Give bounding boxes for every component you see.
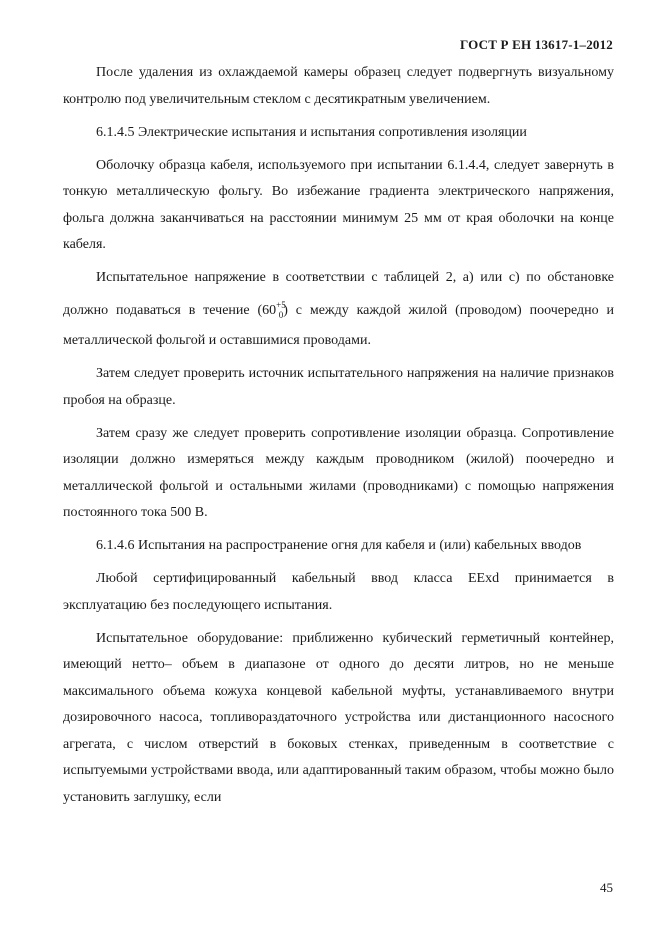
tolerance-superscript: +5 <box>276 299 286 310</box>
voltage-text-before: Испытательное напряжение в соответствии с таблицей 2, а) или с) по обстановке должно подаваться в течение (60 <box>63 270 614 318</box>
tolerance-subscript: 0 <box>278 309 284 320</box>
voltage-text-after: ) с между каждой жилой (проводом) поочередно и металлической фольгой и оставшимися проводами. <box>63 302 614 348</box>
paragraph-test-voltage <box>63 265 614 355</box>
standard-header: ГОСТ Р ЕН 13617-1–2012 <box>460 37 613 52</box>
page-number: 45 <box>600 880 613 895</box>
section-heading-6-1-4-5: 6.1.4.5 Электрические испытания и испытания сопротивления изоляции <box>96 124 527 140</box>
section-heading-6-1-4-6: 6.1.4.6 Испытания на распространение огня для кабеля и (или) кабельных вводов <box>96 538 582 553</box>
paragraph-eexd-entry: Любой сертифицированный кабельный ввод класса EExd принимается в эксплуатацию без последующего испытания. <box>63 571 614 613</box>
paragraph-foil-wrapping: Оболочку образца кабеля, используемого при испытании 6.1.4.4, следует завернуть в тонкую металлическую фольгу. Во избежание градиента электрического напряжения, фольга должна заканчиваться на расстоянии минимум 25 мм от края оболочки на конце кабеля. <box>63 157 614 252</box>
paragraph-breakdown-check: Затем следует проверить источник испытательного напряжения на наличие признаков пробоя на образце. <box>63 366 614 408</box>
paragraph-insulation-resistance: Затем сразу же следует проверить сопротивление изоляции образца. Сопротивление изоляции должно измеряться между каждым проводником (жилой) поочередно и металлической фольгой и остальными жилами (проводниками) с помощью напряжения постоянного тока 500 В. <box>63 425 614 520</box>
paragraph-inspection: После удаления из охлаждаемой камеры образец следует подвергнуть визуальному контролю под увеличительным стеклом с десятикратным увеличением. <box>63 65 614 107</box>
document-body <box>63 60 614 818</box>
paragraph-test-equipment: Испытательное оборудование: приближенно кубический герметичный контейнер, имеющий нетто– объем в диапазоне от одного до десяти литров, но не меньше максимального объема кожуха концевой кабельной муфты, устанавливаемого внутри дозировочного насоса, топливораздаточного устройства или дистанционного насосного агрегата, с числом отверстий в боковых стенках, приведенным в соответствие с испытуемыми устройствами ввода, или адаптированный таким образом, чтобы можно было установить заглушку, если <box>63 630 614 805</box>
